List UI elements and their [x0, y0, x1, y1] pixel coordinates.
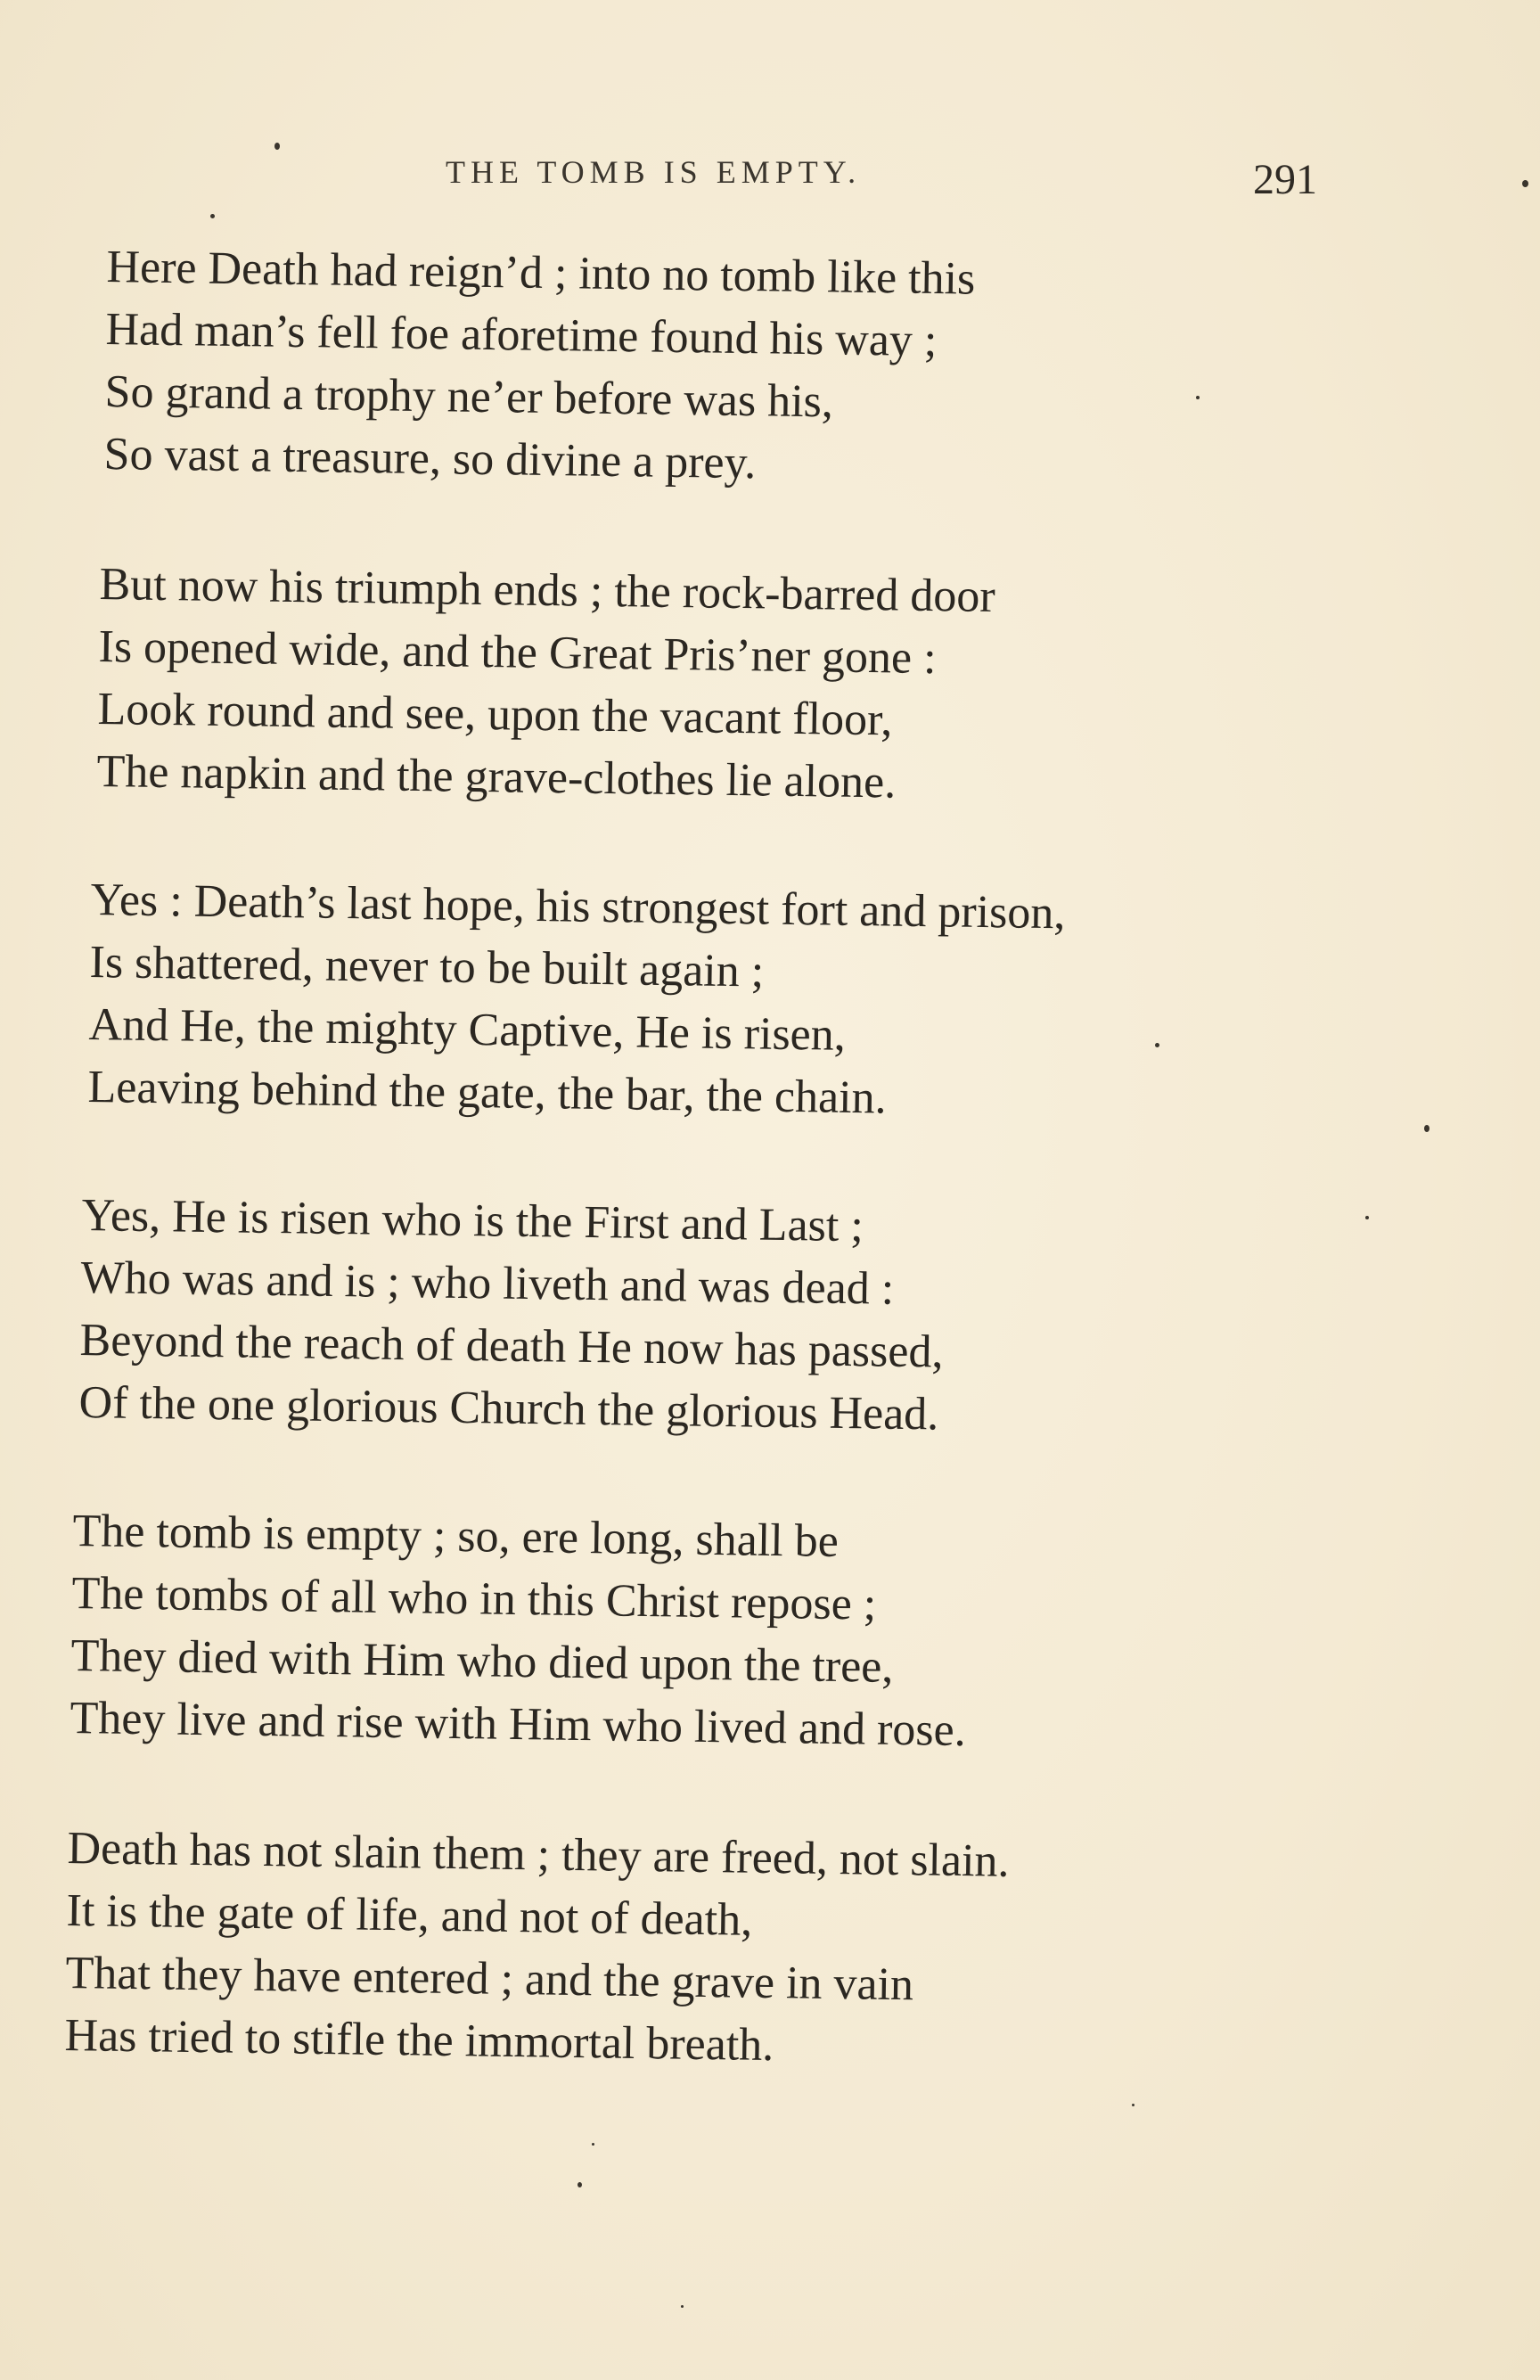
scan-speck: [1132, 2104, 1135, 2106]
poem-line: Is opened wide, and the Great Pris’ner gone :: [98, 620, 937, 685]
poem-line: They live and rise with Him who lived and rose.: [70, 1692, 967, 1757]
poem-line: Of the one glorious Church the glorious Head.: [78, 1376, 939, 1440]
scan-speck: [681, 2305, 684, 2308]
poem-line: Here Death had reign’d ; into no tomb like this: [106, 241, 976, 305]
poem-line: So vast a treasure, so divine a prey.: [103, 428, 757, 489]
poem-line: Has tried to stifle the immortal breath.: [64, 2009, 774, 2072]
scan-speck: [1196, 396, 1200, 399]
poem-line: Is shattered, never to be built again ;: [89, 936, 765, 997]
scan-speck: [1155, 1043, 1159, 1047]
poem-line: The tombs of all who in this Christ repose ;: [71, 1567, 877, 1630]
scan-speck: [210, 214, 215, 218]
poem-line: And He, the mighty Captive, He is risen,: [88, 998, 847, 1061]
poem-line: It is the gate of life, and not of death,: [66, 1884, 753, 1946]
scan-speck: [578, 2182, 582, 2187]
poem-line: So grand a trophy ne’er before was his,: [104, 365, 834, 428]
poem-line: But now his triumph ends ; the rock-barred door: [99, 558, 996, 623]
poem-line: Yes, He is risen who is the First and Last ;: [81, 1189, 864, 1252]
poem-line: The tomb is empty ; so, ere long, shall be: [72, 1505, 840, 1567]
scan-speck: [592, 2143, 594, 2146]
poem-line: Had man’s fell foe aforetime found his way ;: [105, 303, 938, 367]
poem-line: Beyond the reach of death He now has passed,: [79, 1314, 944, 1378]
scan-speck: [274, 143, 280, 150]
poem-line: Look round and see, upon the vacant floor,: [97, 683, 893, 746]
poem-line: Leaving behind the gate, the bar, the chain.: [87, 1061, 887, 1124]
scan-speck: [1365, 1216, 1369, 1219]
poem-line: That they have entered ; and the grave in vain: [65, 1947, 914, 2011]
poem-line: The napkin and the grave-clothes lie alone.: [96, 745, 897, 808]
poem-line: They died with Him who died upon the tree,: [70, 1629, 894, 1693]
running-title: THE TOMB IS EMPTY.: [446, 154, 862, 190]
scan-speck: [1522, 180, 1528, 187]
poem-line: Yes : Death’s last hope, his strongest fort and prison,: [90, 874, 1066, 940]
poem-line: Death has not slain them ; they are freed, not slain.: [67, 1822, 1010, 1887]
scan-speck: [1424, 1125, 1429, 1132]
poem-line: Who was and is ; who liveth and was dead :: [80, 1252, 895, 1315]
page-number: 291: [1253, 156, 1317, 203]
